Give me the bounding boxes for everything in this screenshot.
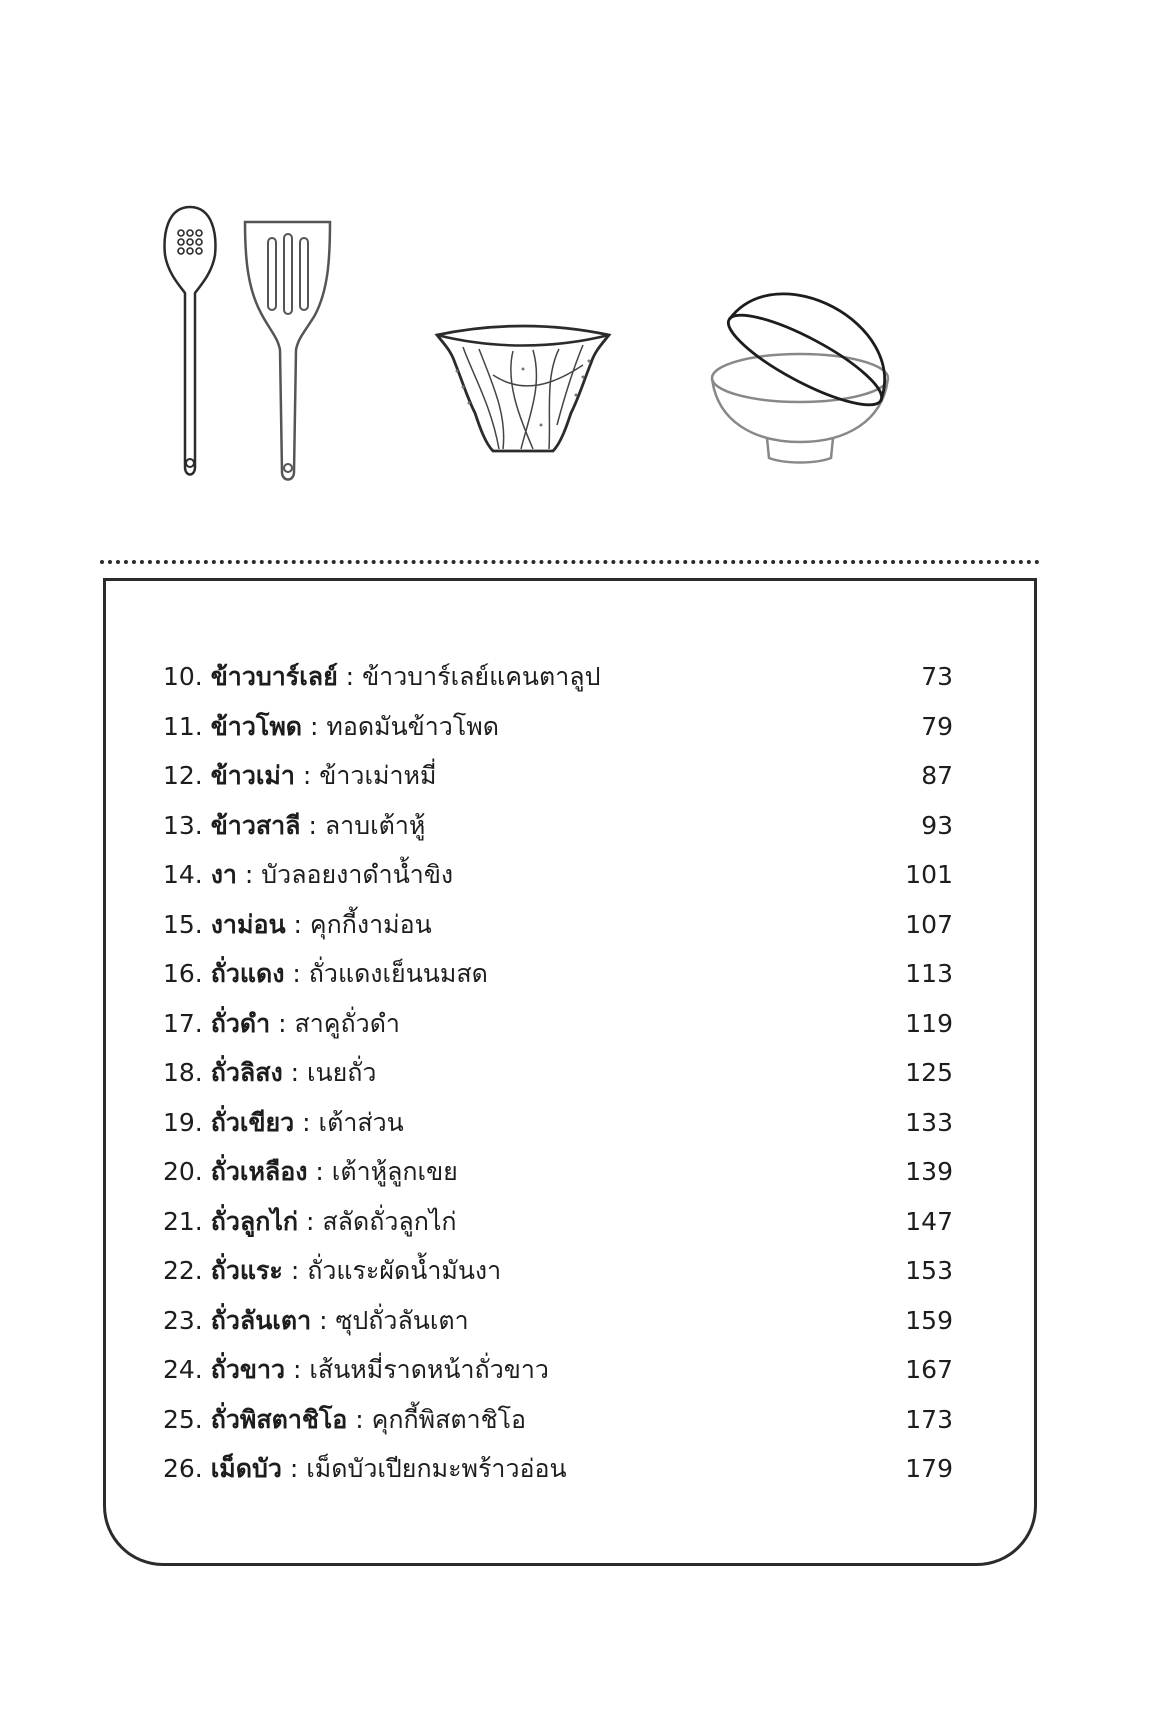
- toc-entry-separator: :: [307, 1157, 332, 1186]
- toc-entry-page-number: 113: [905, 959, 953, 988]
- toc-entry-recipe: เต้าหู้ลูกเขย: [331, 1157, 458, 1186]
- toc-entry-recipe: ข้าวเม่าหมี่: [319, 761, 437, 790]
- toc-entry-separator: :: [285, 1355, 310, 1384]
- toc-entry-number: 25.: [163, 1404, 203, 1434]
- toc-entry-number: 22.: [163, 1256, 203, 1285]
- toc-entry-ingredient: ถั่วดำ: [210, 1008, 271, 1038]
- toc-entry[interactable]: [163, 1452, 953, 1502]
- toc-entry-number: 17.: [163, 1008, 203, 1038]
- toc-entry-separator: :: [285, 909, 310, 939]
- toc-entry-ingredient: ถั่วลิสง: [210, 1058, 283, 1087]
- toc-entry[interactable]: [163, 908, 953, 958]
- toc-entry-ingredient: ข้าวเม่า: [210, 761, 295, 790]
- toc-entry-separator: :: [337, 662, 363, 691]
- toc-entry-number: 18.: [163, 1058, 203, 1087]
- toc-entry-recipe: สาคูถั่วดำ: [294, 1008, 400, 1038]
- toc-entry-page-number: 147: [905, 1206, 953, 1236]
- toc-entry-separator: :: [282, 1058, 308, 1087]
- toc-entry-ingredient: ถั่วพิสตาชิโอ: [210, 1404, 348, 1434]
- toc-entry-page-number: 173: [905, 1404, 953, 1434]
- toc-entry-recipe: ซุปถั่วลันเตา: [335, 1305, 469, 1335]
- toc-entry[interactable]: [163, 809, 953, 859]
- toc-entry-recipe: เม็ดบัวเปียกมะพร้าวอ่อน: [306, 1454, 567, 1483]
- toc-entry[interactable]: [163, 1155, 953, 1205]
- toc-entry-separator: :: [281, 1454, 307, 1483]
- patterned-bowl-icon: [433, 325, 613, 455]
- toc-entry-ingredient: ถั่วแดง: [210, 959, 285, 988]
- toc-entry[interactable]: [163, 1007, 953, 1057]
- toc-entry-number: 13.: [163, 810, 203, 840]
- toc-entry-page-number: 119: [905, 1008, 953, 1038]
- toc-entry[interactable]: [163, 1304, 953, 1354]
- toc-entry-number: 26.: [163, 1454, 203, 1483]
- toc-entry-recipe: ข้าวบาร์เลย์แคนตาลูป: [362, 662, 601, 691]
- toc-entry-separator: :: [347, 1404, 372, 1434]
- toc-entry-ingredient: งา: [210, 860, 237, 889]
- toc-entry-recipe: เส้นหมี่ราดหน้าถั่วขาว: [309, 1355, 549, 1384]
- toc-entry-page-number: 107: [905, 909, 953, 939]
- dotted-divider: [100, 560, 1040, 564]
- toc-entry-number: 11.: [163, 711, 203, 741]
- toc-entry[interactable]: [163, 957, 953, 1007]
- toc-entry-separator: :: [298, 1206, 323, 1236]
- toc-entry-ingredient: ถั่วลูกไก่: [210, 1206, 299, 1236]
- toc-entry-number: 19.: [163, 1107, 203, 1137]
- toc-entry-recipe: คุกกี้พิสตาชิโอ: [371, 1404, 527, 1434]
- toc-entry[interactable]: [163, 1254, 953, 1304]
- toc-entry-page-number: 167: [905, 1355, 953, 1384]
- toc-entry-separator: :: [282, 1256, 308, 1285]
- toc-entry-page-number: 139: [905, 1157, 953, 1186]
- toc-entry[interactable]: [163, 710, 953, 760]
- kitchenware-illustrations: [0, 0, 1150, 500]
- toc-entry[interactable]: [163, 1205, 953, 1255]
- toc-entry-page-number: 73: [921, 662, 953, 691]
- toc-entry-recipe: คุกกี้งาม่อน: [309, 909, 432, 939]
- toc-entry[interactable]: [163, 1353, 953, 1403]
- toc-entry-number: 21.: [163, 1206, 203, 1236]
- toc-entry-page-number: 133: [905, 1107, 953, 1137]
- toc-entry-ingredient: ข้าวบาร์เลย์: [210, 662, 338, 691]
- toc-entry-page-number: 179: [905, 1454, 953, 1483]
- toc-entry-recipe: ถั่วแระผัดน้ำมันงา: [307, 1256, 502, 1285]
- toc-entry-separator: :: [236, 860, 262, 889]
- toc-entry-page-number: 125: [905, 1058, 953, 1087]
- slotted-spoon-icon: [155, 205, 225, 485]
- toc-entry-separator: :: [270, 1008, 295, 1038]
- toc-entry-ingredient: ข้าวสาลี: [210, 810, 301, 840]
- toc-entry-separator: :: [294, 761, 320, 790]
- toc-entry-page-number: 159: [905, 1305, 953, 1335]
- toc-entry-number: 20.: [163, 1157, 203, 1186]
- toc-entry-page-number: 87: [921, 761, 953, 790]
- toc-entry-number: 10.: [163, 662, 203, 691]
- toc-list: [163, 660, 953, 1502]
- toc-entry-page-number: 79: [921, 711, 953, 741]
- toc-entry-separator: :: [294, 1107, 319, 1137]
- toc-entry[interactable]: [163, 858, 953, 908]
- toc-entry-number: 14.: [163, 860, 203, 889]
- toc-entry-ingredient: ข้าวโพด: [210, 711, 303, 741]
- toc-entry-recipe: ลาบเต้าหู้: [324, 810, 426, 840]
- toc-entry-number: 16.: [163, 959, 203, 988]
- toc-entry-number: 15.: [163, 909, 203, 939]
- toc-entry-ingredient: งาม่อน: [210, 909, 286, 939]
- toc-entry[interactable]: [163, 1403, 953, 1453]
- table-of-contents-panel: [103, 578, 1037, 1566]
- toc-entry-page-number: 153: [905, 1256, 953, 1285]
- toc-entry-separator: :: [284, 959, 309, 988]
- toc-entry-separator: :: [302, 711, 327, 741]
- toc-entry-recipe: เต้าส่วน: [318, 1107, 404, 1137]
- toc-entry-recipe: ทอดมันข้าวโพด: [326, 711, 499, 741]
- toc-entry-ingredient: ถั่วเหลือง: [210, 1157, 308, 1186]
- toc-entry-ingredient: ถั่วลันเตา: [210, 1305, 312, 1335]
- toc-entry-ingredient: ถั่วแระ: [210, 1256, 283, 1285]
- toc-entry-ingredient: ถั่วขาว: [210, 1355, 286, 1384]
- toc-entry-recipe: ถั่วแดงเย็นนมสด: [308, 959, 488, 988]
- toc-entry-recipe: เนยถั่ว: [307, 1058, 377, 1087]
- slotted-spatula-icon: [240, 220, 335, 485]
- toc-entry[interactable]: [163, 1056, 953, 1106]
- toc-entry-separator: :: [300, 810, 325, 840]
- toc-entry-recipe: บัวลอยงาดำน้ำขิง: [261, 860, 454, 889]
- toc-entry-number: 12.: [163, 761, 203, 790]
- stacked-bowls-icon: [705, 290, 905, 470]
- toc-entry-separator: :: [311, 1305, 336, 1335]
- toc-entry-recipe: สลัดถั่วลูกไก่: [322, 1206, 457, 1236]
- toc-entry[interactable]: [163, 1106, 953, 1156]
- toc-entry-page-number: 101: [905, 860, 953, 889]
- toc-entry-number: 24.: [163, 1355, 203, 1384]
- toc-entry-ingredient: ถั่วเขียว: [210, 1107, 295, 1137]
- toc-entry-page-number: 93: [921, 810, 953, 840]
- toc-entry-ingredient: เม็ดบัว: [210, 1454, 282, 1483]
- toc-entry-number: 23.: [163, 1305, 203, 1335]
- toc-entry[interactable]: [163, 759, 953, 809]
- toc-entry[interactable]: [163, 660, 953, 710]
